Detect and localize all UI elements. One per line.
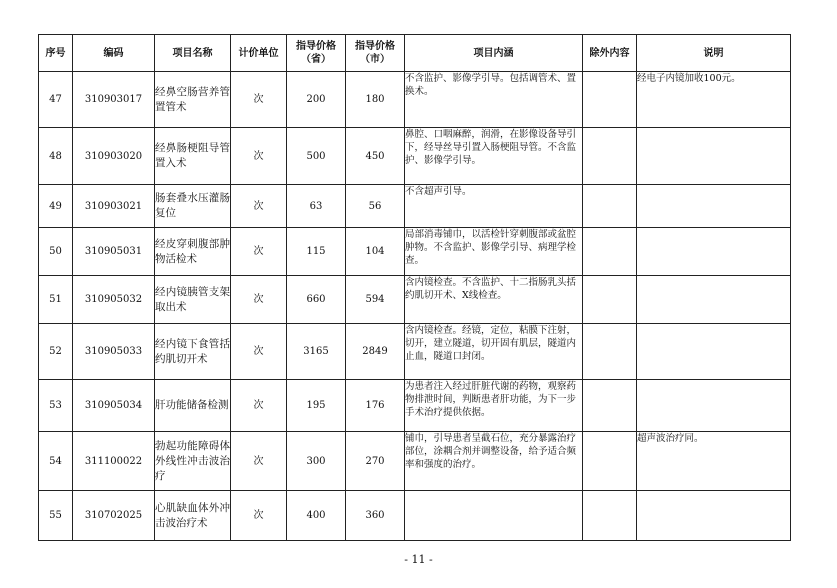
row-price-province: 195 [287,380,346,432]
page-number: - 11 - [404,553,433,566]
row-index: 52 [39,324,73,380]
row-price-province: 115 [287,228,346,276]
row-price-province: 500 [287,128,346,185]
row-exclusions [583,491,637,541]
row-exclusions [583,72,637,128]
row-price-province: 400 [287,491,346,541]
row-notes [637,380,791,432]
header-index: 序号 [39,35,73,72]
price-table [38,34,791,541]
row-description [405,491,583,541]
row-unit: 次 [231,432,287,491]
row-notes [637,228,791,276]
table-row [39,185,791,228]
row-description: 不含超声引导。 [405,185,583,228]
row-price-province: 660 [287,276,346,324]
row-unit: 次 [231,324,287,380]
header-price-city: 指导价格 （市） [346,35,405,72]
row-code: 310702025 [73,491,155,541]
row-price-city: 360 [346,491,405,541]
row-exclusions [583,380,637,432]
header-unit: 计价单位 [231,35,287,72]
row-code: 310905034 [73,380,155,432]
row-code: 311100022 [73,432,155,491]
row-item-name: 肝功能储备检测 [155,380,231,432]
row-notes [637,276,791,324]
table-row [39,380,791,432]
row-index: 48 [39,128,73,185]
row-index: 50 [39,228,73,276]
row-code: 310905033 [73,324,155,380]
row-item-name: 经鼻肠梗阻导管置入术 [155,128,231,185]
row-notes: 超声波治疗同。 [637,432,791,491]
row-item-name: 经皮穿刺腹部肿物活检术 [155,228,231,276]
row-price-city: 2849 [346,324,405,380]
table-row [39,491,791,541]
table-row [39,72,791,128]
row-item-name: 肠套叠水压灌肠复位 [155,185,231,228]
row-price-province: 300 [287,432,346,491]
header-price-province: 指导价格 （省） [287,35,346,72]
row-index: 49 [39,185,73,228]
row-unit: 次 [231,491,287,541]
row-description: 不含监护、影像学引导。包括调管术、置换术。 [405,72,583,128]
row-exclusions [583,228,637,276]
row-exclusions [583,128,637,185]
row-unit: 次 [231,128,287,185]
row-unit: 次 [231,185,287,228]
row-price-city: 176 [346,380,405,432]
row-price-city: 104 [346,228,405,276]
row-item-name: 经内镜下食管括约肌切开术 [155,324,231,380]
row-price-province: 3165 [287,324,346,380]
row-index: 54 [39,432,73,491]
row-notes [637,128,791,185]
row-exclusions [583,276,637,324]
row-item-name: 经内镜胰管支架取出术 [155,276,231,324]
table-row [39,324,791,380]
row-exclusions [583,432,637,491]
row-code: 310903017 [73,72,155,128]
row-notes: 经电子内镜加收100元。 [637,72,791,128]
row-description: 局部消毒铺巾，以活检针穿刺腹部或盆腔肿物。不含监护、影像学引导、病理学检查。 [405,228,583,276]
row-unit: 次 [231,380,287,432]
row-price-city: 270 [346,432,405,491]
row-item-name: 心肌缺血体外冲击波治疗术 [155,491,231,541]
row-index: 53 [39,380,73,432]
row-index: 55 [39,491,73,541]
header-code: 编码 [73,35,155,72]
row-unit: 次 [231,276,287,324]
row-code: 310903020 [73,128,155,185]
row-price-province: 200 [287,72,346,128]
header-row [39,35,791,72]
header-notes: 说明 [637,35,791,72]
header-description: 项目内涵 [405,35,583,72]
row-exclusions [583,185,637,228]
row-description: 含内镜检查。不含监护、十二指肠乳头括约肌切开术、X线检查。 [405,276,583,324]
row-price-city: 450 [346,128,405,185]
header-exclusions: 除外内容 [583,35,637,72]
row-code: 310903021 [73,185,155,228]
row-price-city: 56 [346,185,405,228]
row-notes [637,324,791,380]
row-notes [637,185,791,228]
row-exclusions [583,324,637,380]
table-row [39,432,791,491]
row-unit: 次 [231,72,287,128]
row-price-province: 63 [287,185,346,228]
row-code: 310905032 [73,276,155,324]
row-item-name: 经鼻空肠营养管置管术 [155,72,231,128]
table-row [39,228,791,276]
table-row [39,276,791,324]
row-index: 51 [39,276,73,324]
row-description: 鼻腔、口咽麻醉，润滑，在影像设备导引下，经导丝导引置入肠梗阻导管。不含监护、影像学引导。 [405,128,583,185]
row-item-name: 勃起功能障碍体外线性冲击波治疗 [155,432,231,491]
row-notes [637,491,791,541]
row-index: 47 [39,72,73,128]
row-price-city: 594 [346,276,405,324]
table-row [39,128,791,185]
header-item-name: 项目名称 [155,35,231,72]
row-price-city: 180 [346,72,405,128]
row-code: 310905031 [73,228,155,276]
row-description: 含内镜检查。经镜，定位，粘膜下注射，切开，建立隧道，切开固有肌层，隧道内止血，隧道口封闭。 [405,324,583,380]
row-description: 铺巾，引导患者呈截石位，充分暴露治疗部位，涂耦合剂并调整设备，给予适合频率和强度的治疗。 [405,432,583,491]
row-unit: 次 [231,228,287,276]
row-description: 为患者注入经过肝脏代谢的药物，观察药物排泄时间，判断患者肝功能，为下一步手术治疗提供依据。 [405,380,583,432]
